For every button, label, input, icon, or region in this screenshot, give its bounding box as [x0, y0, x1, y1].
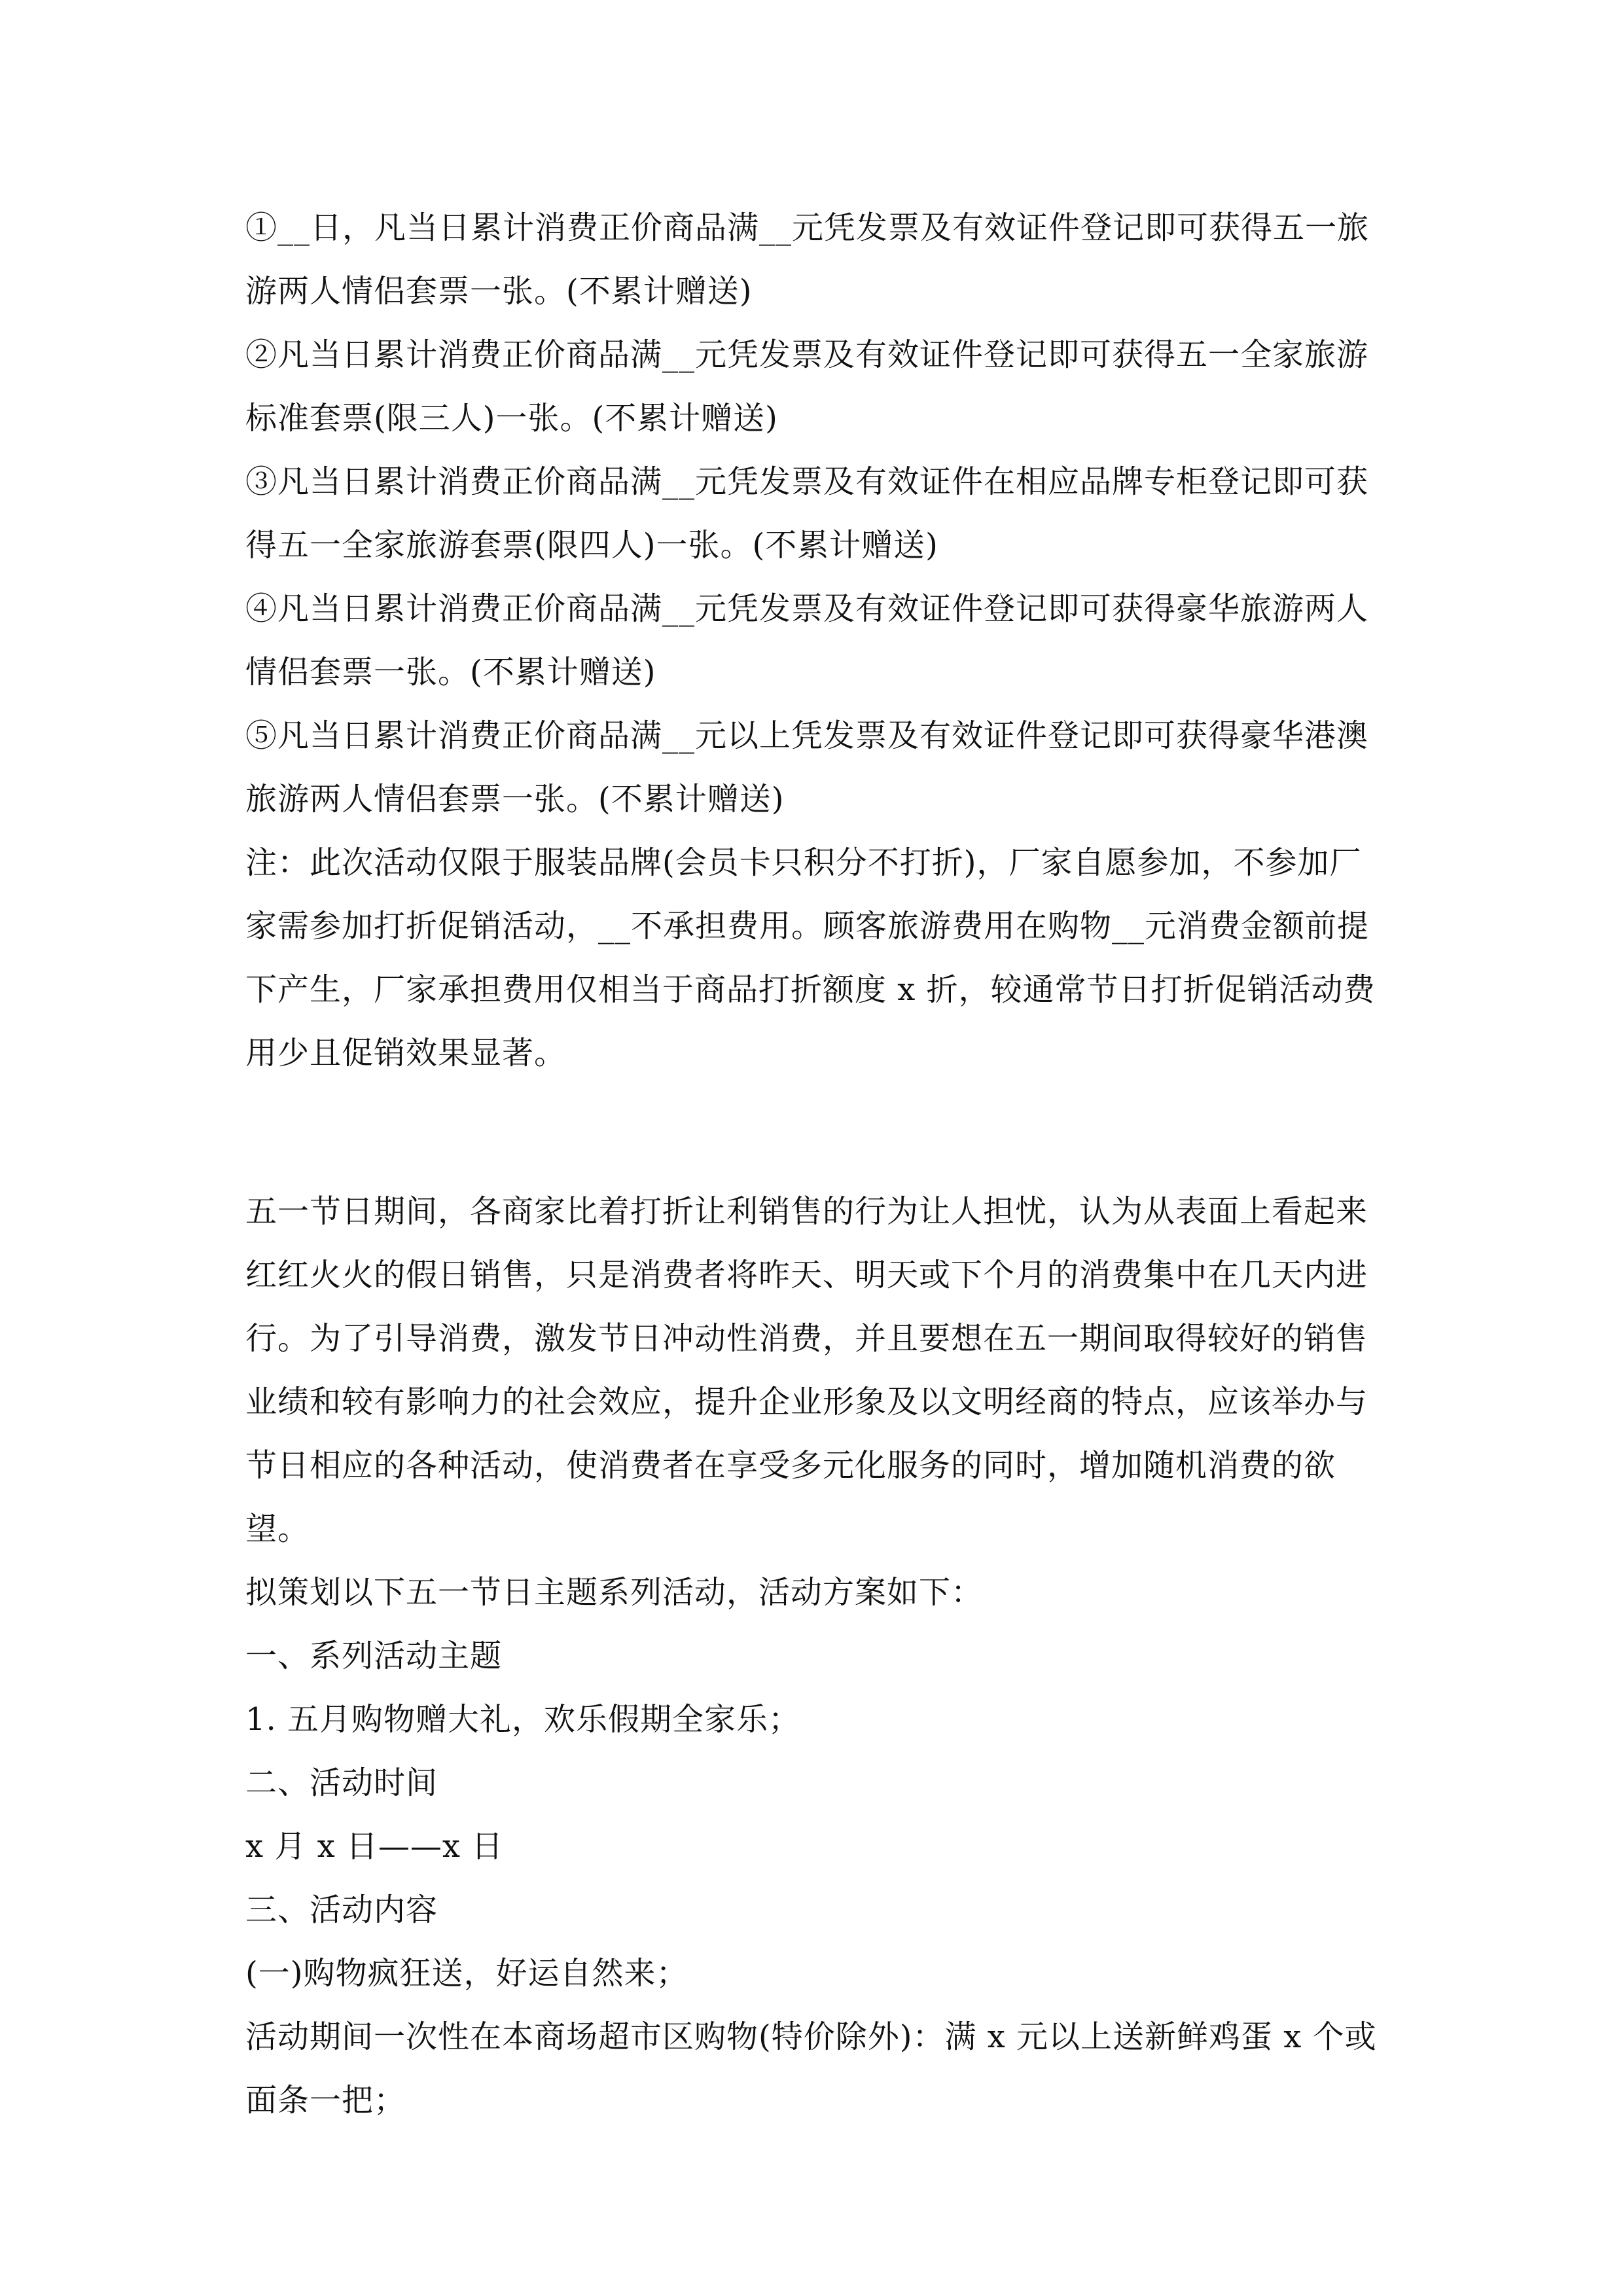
- document-body: [245, 196, 1384, 2132]
- theme-item-1: 1. 五月购物赠大礼，欢乐假期全家乐；: [245, 1701, 801, 1738]
- section-heading-time: 二、活动时间: [245, 1765, 438, 1801]
- subsection-title-1: (一)购物疯狂送，好运自然来；: [245, 1955, 688, 1992]
- section-spacer: [245, 1085, 1384, 1180]
- section-heading-theme: 一、系列活动主题: [245, 1638, 503, 1674]
- note-paragraph: 注：此次活动仅限于服装品牌(会员卡只积分不打折)，厂家自愿参加，不参加厂家需参加打折促销活动，__不承担费用。顾客旅游费用在购物__元消费金额前提下产生，厂家承担费用仅相当于商品打折额度 x 折，较通常节日打折促销活动费用少且促销效果显著。: [245, 844, 1376, 1071]
- prize-item-4: ④凡当日累计消费正价商品满__元凭发票及有效证件登记即可获得豪华旅游两人情侣套票一张。(不累计赠送): [245, 590, 1369, 691]
- prize-item-1: ①__日，凡当日累计消费正价商品满__元凭发票及有效证件登记即可获得五一旅游两人情侣套票一张。(不累计赠送): [245, 209, 1370, 310]
- time-value: x 月 x 日——x 日: [245, 1828, 504, 1865]
- section-heading-content: 三、活动内容: [245, 1892, 438, 1928]
- intro-paragraph: 五一节日期间，各商家比着打折让利销售的行为让人担忧，认为从表面上看起来红红火火的假日销售，只是消费者将昨天、明天或下个月的消费集中在几天内进行。为了引导消费，激发节日冲动性消费，并且要想在五一期间取得较好的销售业绩和较有影响力的社会效应，提升企业形象及以文明经商的特点，应该举办与节日相应的各种活动，使消费者在享受多元化服务的同时，增加随机消费的欲望。: [245, 1193, 1368, 1547]
- prize-item-2: ②凡当日累计消费正价商品满__元凭发票及有效证件登记即可获得五一全家旅游标准套票(限三人)一张。(不累计赠送): [245, 336, 1369, 437]
- prize-item-5: ⑤凡当日累计消费正价商品满__元以上凭发票及有效证件登记即可获得豪华港澳旅游两人情侣套票一张。(不累计赠送): [245, 717, 1369, 817]
- plan-line: 拟策划以下五一节日主题系列活动，活动方案如下：: [245, 1574, 984, 1611]
- prize-item-3: ③凡当日累计消费正价商品满__元凭发票及有效证件在相应品牌专柜登记即可获得五一全家旅游套票(限四人)一张。(不累计赠送): [245, 463, 1369, 564]
- subsection-detail-1: 活动期间一次性在本商场超市区购物(特价除外)：满 x 元以上送新鲜鸡蛋 x 个或面条一把；: [245, 2018, 1377, 2119]
